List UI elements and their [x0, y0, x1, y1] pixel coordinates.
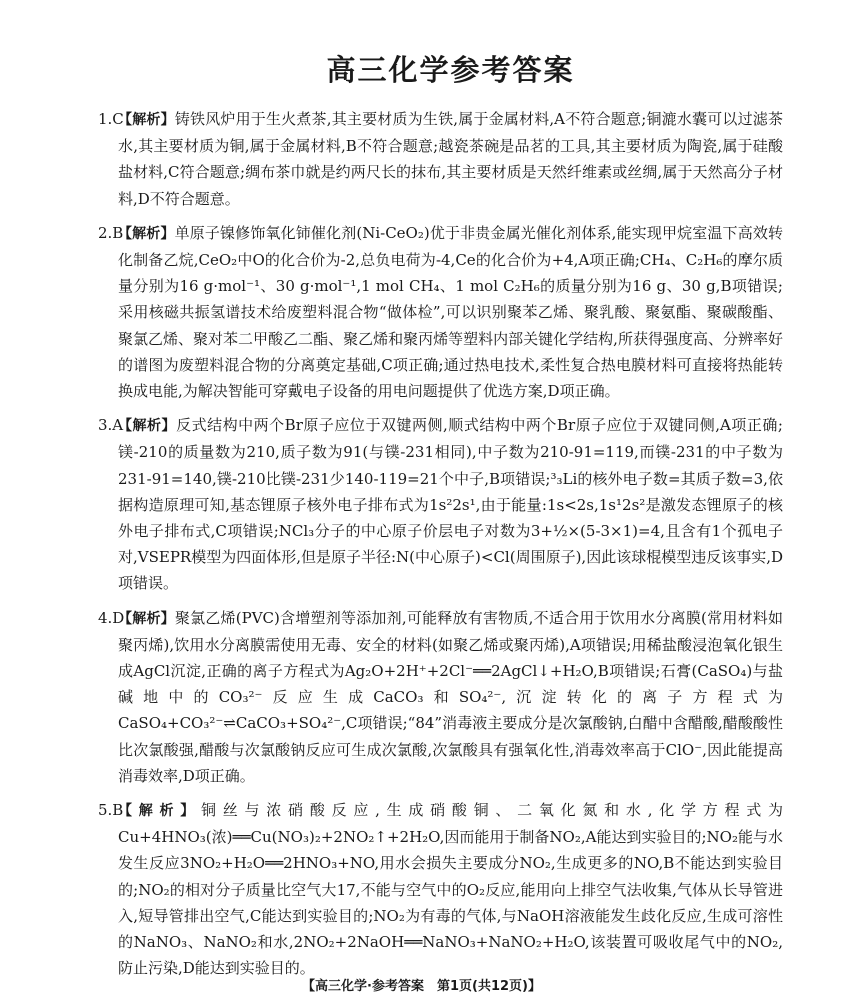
answer-body: [118, 797, 783, 981]
answer-number: 1.C: [98, 110, 124, 128]
answer-number: 2.B: [98, 223, 124, 242]
answer-item-3: [98, 412, 783, 596]
answer-number: 4.D: [98, 608, 125, 627]
analysis-tag: 【解析】: [118, 418, 177, 435]
page-footer: 【高三化学·参考答案 第1页(共12页)】: [302, 979, 541, 994]
answer-body: [118, 106, 783, 212]
analysis-tag: 【解析】: [118, 225, 175, 242]
answer-text: 铜丝与浓硝酸反应,生成硝酸铜、二氧化氮和水,化学方程式为Cu+4HNO₃(浓)══Cu(NO₃)₂+2NO₂↑+2H₂O,因而能用于制备NO₂,A能达到实验目的;NO₂能与水发生反应3NO₂+H₂O══2HNO₃+NO,用水会损失主要成分NO₂,生成更多的NO,B不能达到实验目的;NO₂的相对分子质量比空气大17,不能与空气中的O₂反应,能用向上排空气法收集,气体从长导管进入,短导管排出空气,C能达到实验目的;NO₂为有毒的气体,与NaOH溶液能发生歧化反应,生成可溶性的NaNO₃、NaNO₂和水,2NO₂+2NaOH══NaNO₃+NaNO₂+H₂O,该装置可吸收尾气中的NO₂,防止污染,D能达到实验目的。: [118, 801, 783, 978]
answer-number: 5.B: [98, 801, 124, 820]
answer-text: 铸铁风炉用于生火煮茶,其主要材质为生铁,属于金属材料,A不符合题意;铜漉水囊可以过滤茶水,其主要材质为铜,属于金属材料,B不符合题意;越瓷茶碗是品茗的工具,其主要材质为陶瓷,属于硅酸盐材料,C符合题意;绸布茶巾就是约两尺长的抹布,其主要材质是天然纤维素或丝绸,属于天然高分子材料,D不符合题意。: [118, 110, 784, 208]
answer-item-1: [98, 106, 784, 212]
answer-item-5: [98, 797, 783, 981]
answer-text: 聚氯乙烯(PVC)含增塑剂等添加剂,可能释放有害物质,不适合用于饮用水分离膜(常用材料如聚丙烯),饮用水分离膜需使用无毒、安全的材料(如聚乙烯或聚丙烯),A项错误;用稀盐酸浸泡氧化银生成AgCl沉淀,正确的离子方程式为Ag₂O+2H⁺+2Cl⁻══2AgCl↓+H₂O,B项错误;石膏(CaSO₄)与盐碱地中的CO₃²⁻反应生成CaCO₃和SO₄²⁻,沉淀转化的离子方程式为CaSO₄+CO₃²⁻⇌CaCO₃+SO₄²⁻,C项错误;“84”消毒液主要成分是次氯酸钠,白醋中含醋酸,醋酸酸性比次氯酸强,醋酸与次氯酸钠反应可生成次氯酸,次氯酸具有强氧化性,消毒效率高于ClO⁻,因此能提高消毒效率,D项正确。: [118, 608, 784, 785]
answer-body: [118, 605, 783, 789]
answer-number: 3.A: [98, 416, 124, 435]
answer-body: [118, 412, 783, 596]
answer-item-2: [98, 220, 783, 404]
analysis-tag: 【解析】: [118, 803, 202, 820]
analysis-tag: 【解析】: [118, 610, 175, 627]
answer-item-4: [98, 605, 784, 789]
answer-body: [118, 220, 783, 404]
page-title: 高三化学参考答案: [326, 53, 575, 87]
answer-text: 单原子镍修饰氧化铈催化剂(Ni-CeO₂)优于非贵金属光催化剂体系,能实现甲烷室温下高效转化制备乙烷,CeO₂中O的化合价为-2,总负电荷为-4,Ce的化合价为+4,A项正确;CH₄、C₂H₆的摩尔质量分别为16 g·mol⁻¹、30 g·mol⁻¹,1 mol CH₄、1 mol C₂H₆的质量分别为16 g、30 g,B项错误;采用核磁共振氢谱技术给废塑料混合物“做体检”,可以识别聚苯乙烯、聚乳酸、聚氨酯、聚碳酸酯、聚氯乙烯、聚对苯二甲酸乙二酯、聚乙烯和聚丙烯等塑料内部关键化学结构,所获得强度高、分辨率好的谱图为废塑料混合物的分离奠定基础,C项正确;通过热电技术,柔性复合热电膜材料可直接将热能转换成电能,为解决智能可穿戴电子设备的用电问题提供了优选方案,D项正确。: [118, 223, 783, 401]
answer-text: 反式结构中两个Br原子应位于双键两侧,顺式结构中两个Br原子应位于双键同侧,A项正确;镁-210的质量数为210,质子数为91(与镤-231相同),中子数为210-91=119,而镤-231的中子数为231-91=140,镤-210比镤-231少140-119=21个中子,B项错误;³₃Li的核外电子数=其质子数=3,依据构造原理可知,基态锂原子核外电子排布式为1s²2s¹,由于能量:1s<2s,1s¹2s²是激发态锂原子的核外电子排布式,C项错误;NCl₃分子的中心原子价层电子对数为3+½×(5-3×1)=4,且含有1个孤电子对,VSEPR模型为四面体形,但是原子半径:N(中心原子)<Cl(周围原子),因此该球棍模型违反该事实,D项错误。: [118, 416, 783, 593]
analysis-tag: 【解析】: [118, 112, 175, 128]
answer-list: [98, 106, 784, 982]
